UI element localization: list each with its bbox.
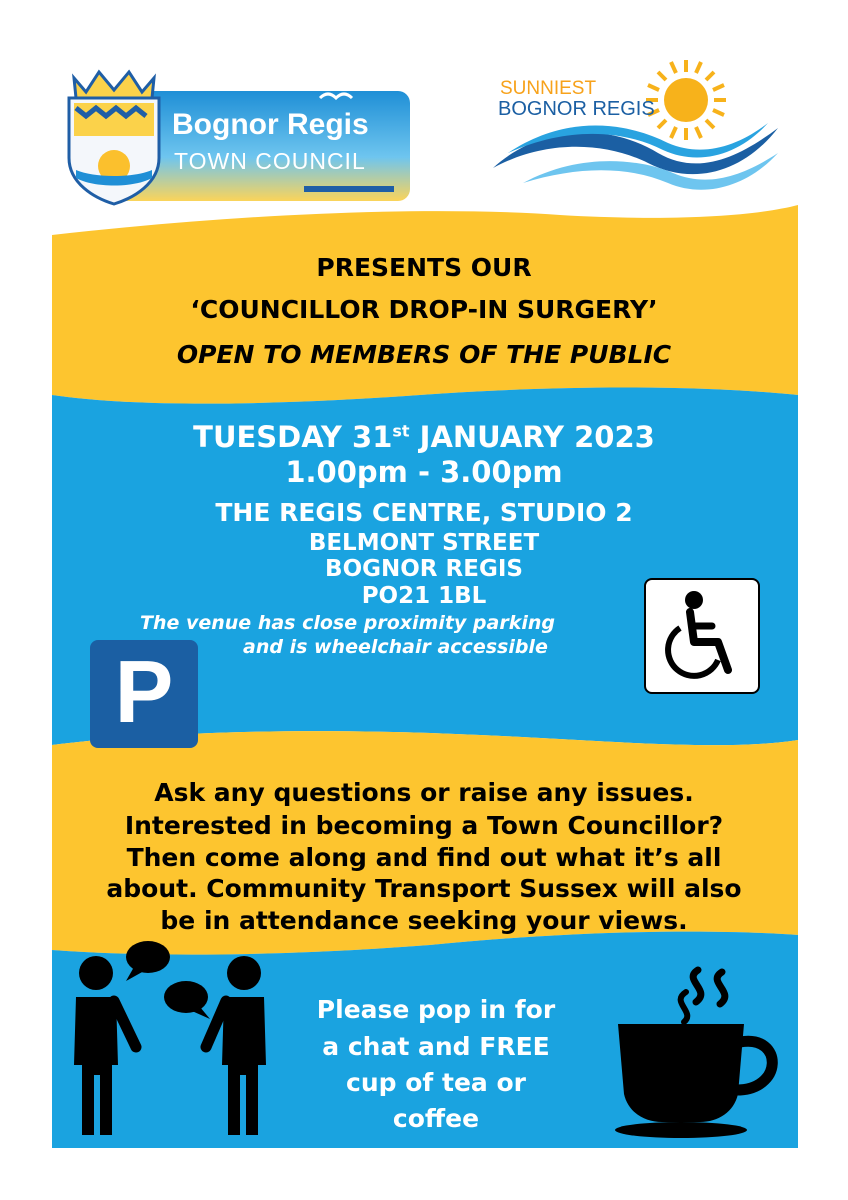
event-date-day: TUESDAY 31: [193, 420, 393, 454]
venue-street: BELMONT STREET: [308, 530, 540, 556]
venue-postcode: PO21 1BL: [361, 583, 487, 609]
info-line2: Interested in becoming a Town Councillor?: [124, 811, 724, 840]
council-logo: [64, 58, 410, 206]
invite-line2: a chat and FREE: [322, 1032, 550, 1061]
sunniest-line2: BOGNOR REGIS: [498, 98, 655, 120]
event-date: [0, 420, 848, 454]
venue-town: BOGNOR REGIS: [325, 556, 523, 582]
event-time: 1.00pm - 3.00pm: [285, 455, 563, 489]
public-line: OPEN TO MEMBERS OF THE PUBLIC: [176, 340, 672, 369]
venue-name: THE REGIS CENTRE, STUDIO 2: [215, 498, 633, 527]
info-line1: Ask any questions or raise any issues.: [154, 778, 694, 807]
council-name: Bognor Regis: [172, 108, 369, 141]
invite-line4: coffee: [392, 1104, 480, 1133]
event-date-suffix: st: [392, 421, 410, 441]
parking-letter: P: [114, 642, 174, 741]
access-line2: and is wheelchair accessible: [243, 636, 548, 658]
wheelchair-icon: [644, 578, 760, 694]
parking-sign-icon: [90, 640, 198, 748]
access-line1: The venue has close proximity parking: [140, 612, 555, 634]
sunniest-line1: SUNNIEST: [500, 78, 597, 99]
surgery-title: ‘COUNCILLOR DROP-IN SURGERY’: [190, 295, 658, 324]
info-line4: about. Community Transport Sussex will also: [106, 874, 742, 903]
invite-line3: cup of tea or: [346, 1068, 526, 1097]
presents-line: PRESENTS OUR: [316, 253, 532, 282]
sunniest-logo: [488, 58, 788, 198]
info-line5: be in attendance seeking your views.: [160, 906, 688, 935]
info-line3: Then come along and find out what it’s all: [126, 843, 722, 872]
event-date-month: JANUARY 2023: [409, 420, 655, 454]
invite-line1: Please pop in for: [316, 995, 556, 1024]
council-subtitle: TOWN COUNCIL: [174, 148, 366, 174]
coffee-cup-icon: [612, 962, 782, 1140]
